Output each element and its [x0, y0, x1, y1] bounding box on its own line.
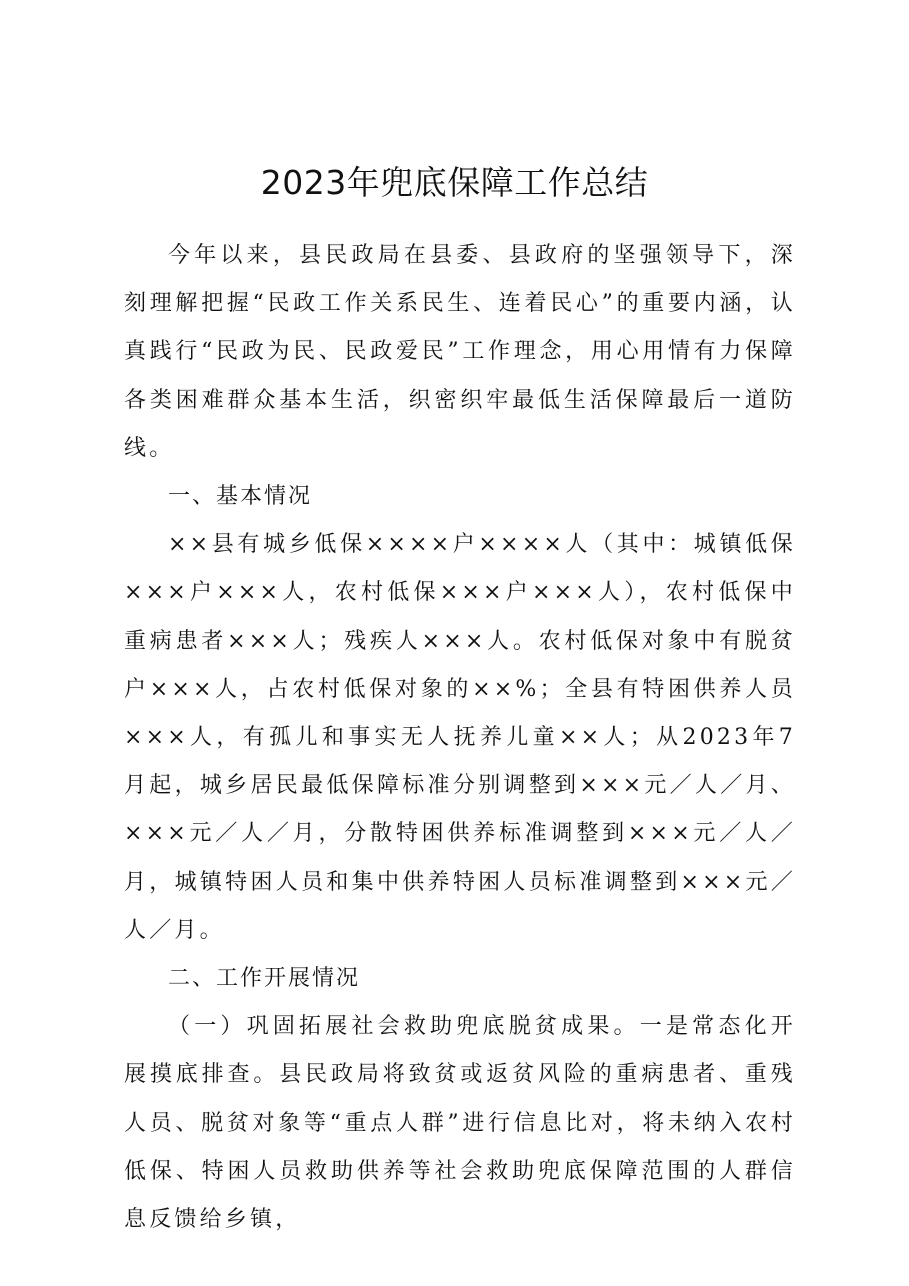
section-heading-basic-situation: 一、基本情况 [168, 484, 313, 510]
document-body [124, 232, 796, 1244]
section-heading-work-progress: 二、工作开展情况 [168, 966, 361, 992]
work-progress-paragraph: （一）巩固拓展社会救助兜底脱贫成果。一是常态化开展摸底排查。县民政局将致贫或返贫风险的重病患者、重残人员、脱贫对象等“重点人群”进行信息比对，将未纳入农村低保、特困人员救助供养等社会救助兜底保障范围的人群信息反馈给乡镇， [124, 1014, 796, 1233]
intro-paragraph: 今年以来，县民政局在县委、县政府的坚强领导下，深刻理解把握“民政工作关系民生、连着民心”的重要内涵，认真践行“民政为民、民政爱民”工作理念，用心用情有力保障各类困难群众基本生活，织密织牢最低生活保障最后一道防线。 [124, 243, 796, 461]
document-title: 2023年兜底保障工作总结 [260, 163, 649, 202]
basic-situation-paragraph: ××县有城乡低保××××户××××人（其中：城镇低保×××户×××人，农村低保×××户×××人），农村低保中重病患者×××人；残疾人×××人。农村低保对象中有脱贫户×××人，占农村低保对象的××%；全县有特困供养人员×××人，有孤儿和事实无人抚养儿童××人；从2023年7月起，城乡居民最低保障标准分别调整到×××元／人／月、×××元／人／月，分散特困供养标准调整到×××元／人／月，城镇特困人员和集中供养特困人员标准调整到×××元／人／月。 [124, 532, 796, 943]
